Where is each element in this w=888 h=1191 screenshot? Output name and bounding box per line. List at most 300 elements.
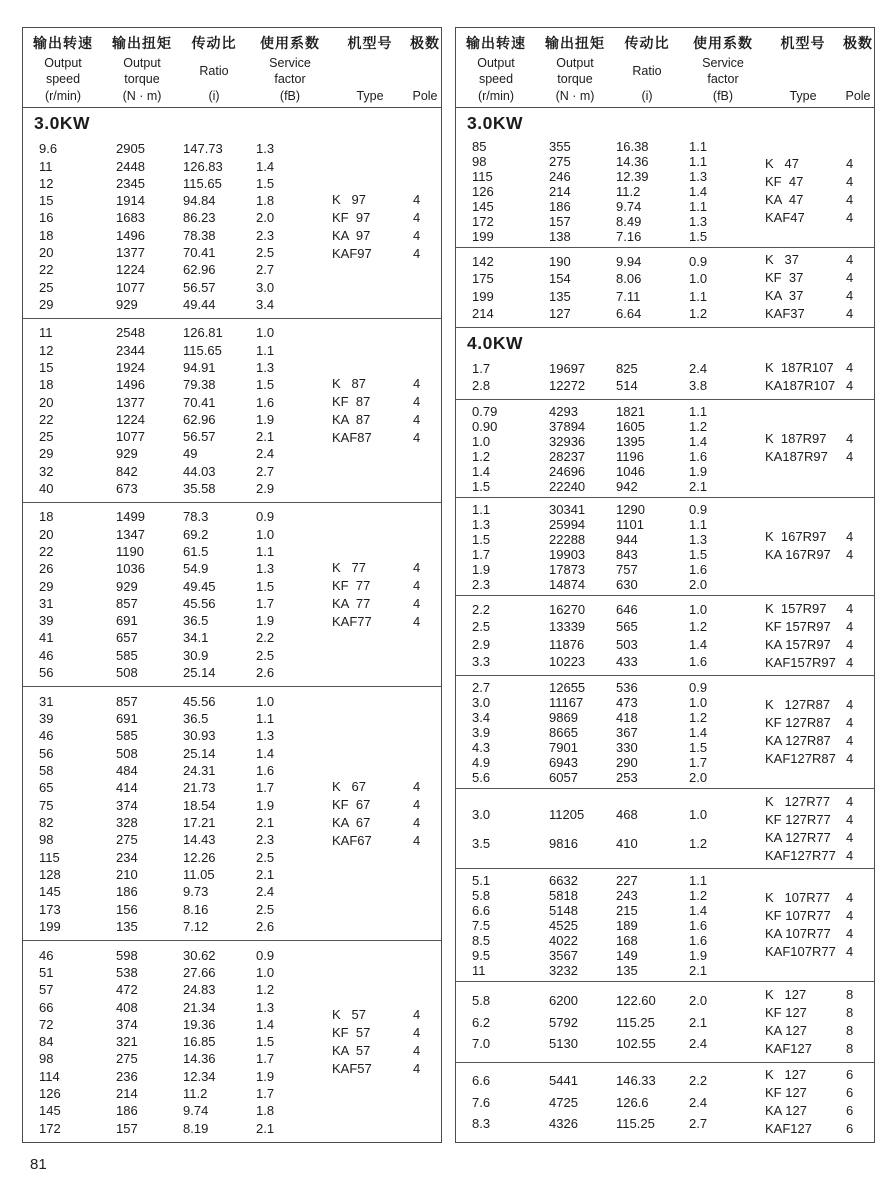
spec-table-left bbox=[22, 27, 442, 1143]
cell-torque: 691 bbox=[116, 710, 138, 726]
cell-torque: 1377 bbox=[116, 244, 145, 260]
cell-torque: 1496 bbox=[116, 227, 145, 243]
cell-torque: 7901 bbox=[549, 740, 578, 756]
pole-value: 4 bbox=[846, 654, 854, 670]
cell-speed: 40 bbox=[39, 480, 54, 496]
table-row bbox=[456, 1116, 749, 1131]
cell-speed: 57 bbox=[39, 982, 54, 998]
cell-speed: 1.1 bbox=[472, 501, 491, 517]
type-label: KA 87 bbox=[332, 411, 371, 427]
table-row bbox=[456, 517, 749, 532]
cell-ratio: 102.55 bbox=[616, 1036, 656, 1052]
block-types bbox=[749, 986, 868, 1057]
table-row bbox=[23, 228, 316, 243]
pole-value: 6 bbox=[846, 1103, 854, 1119]
cell-torque: 11205 bbox=[549, 806, 585, 822]
cell-speed: 4.9 bbox=[472, 755, 491, 771]
table-row bbox=[456, 903, 749, 918]
cell-ratio: 146.33 bbox=[616, 1073, 656, 1089]
cell-service-factor: 0.9 bbox=[256, 509, 275, 525]
table-row bbox=[23, 544, 316, 559]
block-types bbox=[749, 793, 868, 864]
cell-service-factor: 1.1 bbox=[689, 288, 708, 304]
cell-speed: 2.9 bbox=[472, 636, 491, 652]
block-types bbox=[316, 139, 435, 314]
table-row bbox=[456, 654, 749, 669]
pole-value: 4 bbox=[846, 908, 854, 924]
table-row bbox=[23, 850, 316, 865]
cell-service-factor: 1.3 bbox=[256, 359, 275, 375]
cell-speed: 1.2 bbox=[472, 448, 491, 464]
cell-torque: 538 bbox=[116, 965, 138, 980]
table-row bbox=[23, 377, 316, 392]
header-line: Output bbox=[123, 55, 161, 70]
cell-speed: 1.5 bbox=[472, 478, 491, 494]
cell-ratio: 94.84 bbox=[183, 193, 216, 209]
cell-speed: 3.4 bbox=[472, 710, 491, 726]
cell-ratio: 227 bbox=[616, 873, 638, 889]
cell-torque: 1683 bbox=[116, 210, 145, 226]
cell-ratio: 135 bbox=[616, 963, 638, 979]
table-row bbox=[23, 446, 316, 461]
cell-service-factor: 1.7 bbox=[256, 1086, 275, 1102]
type-label: K 87 bbox=[332, 375, 366, 391]
cell-service-factor: 1.6 bbox=[689, 561, 708, 577]
type-label: KAF37 bbox=[765, 306, 805, 322]
table-row bbox=[456, 404, 749, 419]
cell-torque: 842 bbox=[116, 463, 138, 479]
type-row bbox=[749, 714, 868, 732]
table-row bbox=[23, 412, 316, 427]
cell-service-factor: 1.6 bbox=[689, 653, 708, 669]
cell-ratio: 21.34 bbox=[183, 999, 216, 1015]
block-rows bbox=[23, 507, 316, 682]
cell-service-factor: 1.0 bbox=[256, 965, 275, 980]
cell-speed: 199 bbox=[472, 288, 494, 304]
pole-value: 4 bbox=[846, 890, 854, 906]
table-body bbox=[23, 108, 441, 1142]
cell-speed: 7.6 bbox=[472, 1094, 491, 1110]
cell-speed: 1.9 bbox=[472, 561, 491, 577]
block-types bbox=[749, 359, 868, 395]
cell-torque: 5130 bbox=[549, 1036, 578, 1052]
table-body bbox=[456, 108, 874, 1142]
spec-block bbox=[456, 247, 874, 327]
block-rows bbox=[456, 986, 749, 1057]
table-row bbox=[456, 873, 749, 888]
table-row bbox=[456, 918, 749, 933]
cell-ratio: 16.38 bbox=[616, 139, 649, 154]
table-row bbox=[23, 1121, 316, 1136]
cell-speed: 56 bbox=[39, 665, 54, 680]
cell-speed: 1.3 bbox=[472, 516, 491, 532]
cell-ratio: 69.2 bbox=[183, 526, 209, 542]
section-title: 3.0KW bbox=[467, 113, 523, 133]
cell-service-factor: 1.3 bbox=[689, 531, 708, 547]
cell-torque: 1924 bbox=[116, 359, 145, 375]
cell-ratio: 14.36 bbox=[183, 1051, 216, 1067]
type-label: KF 127 bbox=[765, 1085, 807, 1101]
cell-service-factor: 1.6 bbox=[256, 394, 275, 410]
cell-ratio: 122.60 bbox=[616, 992, 656, 1008]
cell-ratio: 14.36 bbox=[616, 154, 649, 169]
cell-torque: 1377 bbox=[116, 394, 145, 410]
type-label: KAF67 bbox=[332, 832, 372, 848]
table-row bbox=[23, 948, 316, 963]
cell-speed: 41 bbox=[39, 630, 54, 646]
block-types bbox=[316, 945, 435, 1138]
cell-speed: 172 bbox=[39, 1120, 61, 1136]
table-row bbox=[23, 728, 316, 743]
type-label: KAF47 bbox=[765, 209, 805, 225]
table-row bbox=[456, 577, 749, 592]
power-section bbox=[456, 327, 874, 1142]
cell-torque: 28237 bbox=[549, 448, 586, 464]
type-row bbox=[749, 191, 868, 209]
table-row bbox=[456, 547, 749, 562]
cell-service-factor: 3.0 bbox=[256, 279, 275, 295]
header-line: Service bbox=[269, 55, 311, 70]
type-row bbox=[749, 943, 868, 961]
header-line: torque bbox=[557, 72, 593, 87]
cell-ratio: 14.43 bbox=[183, 832, 216, 848]
table-row bbox=[23, 360, 316, 375]
cell-ratio: 9.74 bbox=[183, 1103, 209, 1119]
table-row bbox=[456, 740, 749, 755]
cell-torque: 857 bbox=[116, 595, 138, 611]
cell-ratio: 503 bbox=[616, 636, 638, 652]
cell-service-factor: 1.6 bbox=[689, 933, 708, 949]
cell-speed: 22 bbox=[39, 262, 54, 278]
table-row bbox=[456, 449, 749, 464]
cell-service-factor: 2.0 bbox=[256, 210, 275, 226]
cell-ratio: 630 bbox=[616, 576, 638, 592]
type-row bbox=[749, 1022, 868, 1040]
header-line: 机型号 bbox=[780, 35, 826, 51]
pole-value: 4 bbox=[846, 449, 854, 465]
table-row bbox=[456, 562, 749, 577]
cell-ratio: 8.06 bbox=[616, 271, 642, 287]
cell-ratio: 115.25 bbox=[616, 1014, 655, 1030]
cell-torque: 3232 bbox=[549, 963, 578, 979]
cell-torque: 1077 bbox=[116, 279, 145, 295]
pole-value: 4 bbox=[846, 209, 854, 225]
type-label: KA187R107 bbox=[765, 377, 836, 393]
header-line: (i) bbox=[641, 89, 653, 103]
cell-speed: 114 bbox=[39, 1068, 60, 1084]
table-row bbox=[23, 902, 316, 917]
cell-speed: 126 bbox=[39, 1086, 61, 1102]
cell-speed: 5.1 bbox=[472, 873, 491, 889]
cell-speed: 126 bbox=[472, 184, 494, 199]
cell-torque: 22240 bbox=[549, 478, 586, 494]
cell-ratio: 94.91 bbox=[183, 359, 216, 375]
type-label: K 97 bbox=[332, 191, 366, 207]
cell-ratio: 49 bbox=[183, 446, 198, 462]
cell-speed: 0.90 bbox=[472, 418, 498, 434]
header-col bbox=[840, 33, 876, 103]
header-line: (fB) bbox=[279, 88, 301, 103]
cell-service-factor: 1.5 bbox=[689, 546, 708, 562]
cell-ratio: 11.05 bbox=[183, 866, 215, 882]
type-row bbox=[316, 796, 435, 814]
cell-speed: 46 bbox=[39, 728, 54, 744]
cell-ratio: 367 bbox=[616, 725, 638, 741]
table-row bbox=[23, 280, 316, 295]
header-line: 输出扭矩 bbox=[545, 35, 605, 51]
pole-value: 4 bbox=[846, 600, 854, 616]
type-label: K 187R107 bbox=[765, 359, 834, 375]
cell-speed: 142 bbox=[472, 254, 494, 270]
block-types bbox=[316, 691, 435, 936]
header-line: torque bbox=[124, 72, 160, 87]
pole-value: 8 bbox=[846, 1005, 854, 1021]
pole-value: 4 bbox=[413, 227, 421, 243]
type-label: KAF97 bbox=[332, 245, 372, 261]
cell-ratio: 1605 bbox=[616, 418, 645, 434]
table-row bbox=[456, 695, 749, 710]
cell-service-factor: 2.6 bbox=[256, 918, 275, 934]
cell-speed: 3.9 bbox=[472, 725, 491, 741]
table-row bbox=[23, 262, 316, 277]
cell-ratio: 17.21 bbox=[183, 814, 216, 830]
type-label: KAF127 bbox=[765, 1121, 812, 1137]
cell-ratio: 115.65 bbox=[183, 342, 222, 358]
table-row bbox=[456, 139, 749, 154]
type-label: KA 107R77 bbox=[765, 926, 831, 942]
block-types bbox=[749, 502, 868, 591]
cell-service-factor: 2.1 bbox=[689, 1014, 708, 1030]
spec-block bbox=[23, 502, 441, 686]
cell-torque: 929 bbox=[116, 578, 138, 594]
cell-service-factor: 1.3 bbox=[689, 214, 708, 229]
cell-service-factor: 1.3 bbox=[256, 728, 275, 744]
cell-speed: 22 bbox=[39, 411, 54, 427]
block-types bbox=[316, 323, 435, 498]
pole-value: 4 bbox=[846, 288, 854, 304]
cell-torque: 472 bbox=[116, 982, 138, 998]
cell-service-factor: 1.2 bbox=[689, 418, 708, 434]
spec-block bbox=[456, 868, 874, 981]
cell-service-factor: 1.8 bbox=[256, 193, 275, 209]
table-row bbox=[456, 602, 749, 617]
cell-service-factor: 1.3 bbox=[256, 999, 275, 1015]
cell-service-factor: 1.1 bbox=[689, 873, 708, 889]
header-line: Output bbox=[556, 55, 594, 70]
pole-value: 8 bbox=[846, 987, 854, 1003]
cell-speed: 18 bbox=[39, 227, 54, 243]
spec-block bbox=[456, 399, 874, 497]
cell-speed: 72 bbox=[39, 1016, 54, 1032]
type-label: KF 127R87 bbox=[765, 715, 831, 731]
cell-ratio: 433 bbox=[616, 653, 638, 669]
type-label: KA187R97 bbox=[765, 449, 828, 465]
power-section bbox=[456, 108, 874, 327]
cell-ratio: 62.96 bbox=[183, 262, 216, 278]
cell-service-factor: 1.7 bbox=[256, 595, 275, 611]
header-line: Ratio bbox=[632, 64, 662, 78]
type-row bbox=[316, 577, 435, 595]
cell-ratio: 30.93 bbox=[183, 728, 216, 744]
table-row bbox=[456, 479, 749, 494]
cell-torque: 414 bbox=[116, 780, 138, 796]
table-row bbox=[23, 1103, 316, 1118]
table-row bbox=[456, 948, 749, 963]
cell-ratio: 126.6 bbox=[616, 1094, 649, 1110]
type-label: KF 127R77 bbox=[765, 811, 831, 827]
cell-service-factor: 2.3 bbox=[256, 832, 275, 848]
cell-torque: 10223 bbox=[549, 653, 586, 669]
cell-ratio: 36.5 bbox=[183, 710, 209, 726]
cell-service-factor: 1.9 bbox=[689, 463, 708, 479]
table-row bbox=[456, 710, 749, 725]
cell-ratio: 12.34 bbox=[183, 1068, 216, 1084]
table-row bbox=[23, 1000, 316, 1015]
cell-ratio: 1395 bbox=[616, 433, 645, 449]
type-row bbox=[316, 1024, 435, 1042]
table-row bbox=[23, 884, 316, 899]
cell-ratio: 1101 bbox=[616, 516, 644, 532]
cell-service-factor: 1.6 bbox=[689, 448, 708, 464]
header-line: Pole bbox=[845, 89, 871, 103]
type-row bbox=[749, 1040, 868, 1058]
table-row bbox=[456, 502, 749, 517]
cell-service-factor: 1.4 bbox=[689, 433, 708, 449]
table-row bbox=[456, 1036, 749, 1051]
cell-service-factor: 1.0 bbox=[689, 271, 708, 287]
cell-speed: 58 bbox=[39, 762, 54, 778]
header-col bbox=[103, 33, 181, 103]
cell-service-factor: 0.9 bbox=[689, 501, 708, 517]
cell-ratio: 115.25 bbox=[616, 1116, 655, 1132]
spec-block bbox=[456, 497, 874, 595]
cell-speed: 172 bbox=[472, 214, 494, 229]
table-row bbox=[456, 619, 749, 634]
cell-ratio: 12.39 bbox=[616, 169, 649, 184]
cell-ratio: 86.23 bbox=[183, 210, 216, 226]
cell-speed: 1.5 bbox=[472, 531, 491, 547]
pole-value: 4 bbox=[846, 847, 854, 863]
header-col bbox=[456, 33, 536, 103]
block-rows bbox=[456, 252, 749, 323]
cell-torque: 16270 bbox=[549, 602, 586, 618]
table-row bbox=[456, 289, 749, 304]
cell-ratio: 536 bbox=[616, 680, 638, 696]
cell-torque: 4293 bbox=[549, 403, 578, 419]
cell-service-factor: 1.1 bbox=[256, 544, 275, 560]
cell-torque: 673 bbox=[116, 480, 138, 496]
header-col bbox=[614, 33, 680, 103]
spec-block bbox=[456, 355, 874, 399]
cell-torque: 2344 bbox=[116, 342, 145, 358]
cell-service-factor: 3.8 bbox=[689, 377, 708, 393]
cell-torque: 32936 bbox=[549, 433, 586, 449]
cell-ratio: 35.58 bbox=[183, 480, 216, 496]
cell-torque: 275 bbox=[116, 1051, 138, 1067]
cell-speed: 29 bbox=[39, 446, 54, 462]
block-types bbox=[749, 404, 868, 493]
type-row bbox=[316, 245, 435, 263]
type-row bbox=[749, 269, 868, 287]
cell-speed: 214 bbox=[472, 305, 494, 321]
cell-ratio: 9.94 bbox=[616, 254, 642, 270]
table-row bbox=[23, 193, 316, 208]
cell-speed: 18 bbox=[39, 509, 54, 525]
table-row bbox=[456, 963, 749, 978]
type-label: K 47 bbox=[765, 155, 799, 171]
cell-service-factor: 2.1 bbox=[256, 814, 275, 830]
cell-service-factor: 2.4 bbox=[689, 360, 708, 376]
cell-torque: 186 bbox=[549, 199, 571, 214]
block-rows bbox=[456, 502, 749, 591]
cell-speed: 22 bbox=[39, 544, 54, 560]
cell-service-factor: 2.4 bbox=[689, 1036, 708, 1052]
cell-torque: 508 bbox=[116, 745, 138, 761]
block-types bbox=[749, 873, 868, 977]
type-label: KF 47 bbox=[765, 173, 804, 189]
cell-ratio: 243 bbox=[616, 888, 638, 904]
cell-speed: 15 bbox=[39, 359, 54, 375]
cell-speed: 7.5 bbox=[472, 918, 491, 934]
cell-service-factor: 1.4 bbox=[256, 158, 275, 174]
cell-service-factor: 1.0 bbox=[689, 602, 708, 618]
tables-wrapper bbox=[22, 27, 875, 1143]
type-row bbox=[316, 209, 435, 227]
cell-ratio: 62.96 bbox=[183, 411, 216, 427]
pole-value: 4 bbox=[846, 359, 854, 375]
pole-value: 4 bbox=[846, 306, 854, 322]
cell-speed: 5.8 bbox=[472, 992, 491, 1008]
pole-value: 8 bbox=[846, 1041, 854, 1057]
pole-value: 4 bbox=[413, 595, 421, 611]
header-line: 极数 bbox=[410, 35, 440, 51]
type-row bbox=[749, 654, 868, 672]
type-row bbox=[749, 377, 868, 395]
cell-ratio: 21.73 bbox=[183, 780, 216, 796]
type-row bbox=[749, 600, 868, 618]
spec-block bbox=[456, 981, 874, 1061]
type-row bbox=[749, 155, 868, 173]
cell-ratio: 8.49 bbox=[616, 214, 642, 229]
cell-ratio: 8.16 bbox=[183, 901, 209, 917]
cell-ratio: 56.57 bbox=[183, 429, 216, 445]
table-row bbox=[23, 579, 316, 594]
cell-speed: 65 bbox=[39, 780, 54, 796]
cell-speed: 85 bbox=[472, 139, 487, 154]
table-row bbox=[23, 780, 316, 795]
cell-service-factor: 2.4 bbox=[689, 1094, 708, 1110]
cell-ratio: 18.54 bbox=[183, 797, 216, 813]
block-rows bbox=[456, 404, 749, 493]
block-rows bbox=[456, 359, 749, 395]
cell-speed: 26 bbox=[39, 561, 54, 577]
pole-value: 4 bbox=[846, 191, 854, 207]
table-row bbox=[456, 214, 749, 229]
type-row bbox=[316, 613, 435, 631]
cell-torque: 9816 bbox=[549, 835, 578, 851]
type-row bbox=[749, 528, 868, 546]
cell-speed: 98 bbox=[39, 832, 54, 848]
cell-torque: 154 bbox=[549, 271, 571, 287]
cell-service-factor: 1.7 bbox=[256, 780, 275, 796]
cell-speed: 25 bbox=[39, 429, 54, 445]
cell-speed: 3.0 bbox=[472, 806, 491, 822]
cell-torque: 138 bbox=[549, 229, 571, 244]
cell-ratio: 418 bbox=[616, 710, 638, 726]
table-row bbox=[456, 229, 749, 244]
pole-value: 4 bbox=[413, 429, 421, 445]
header-line: (r/min) bbox=[44, 88, 82, 103]
